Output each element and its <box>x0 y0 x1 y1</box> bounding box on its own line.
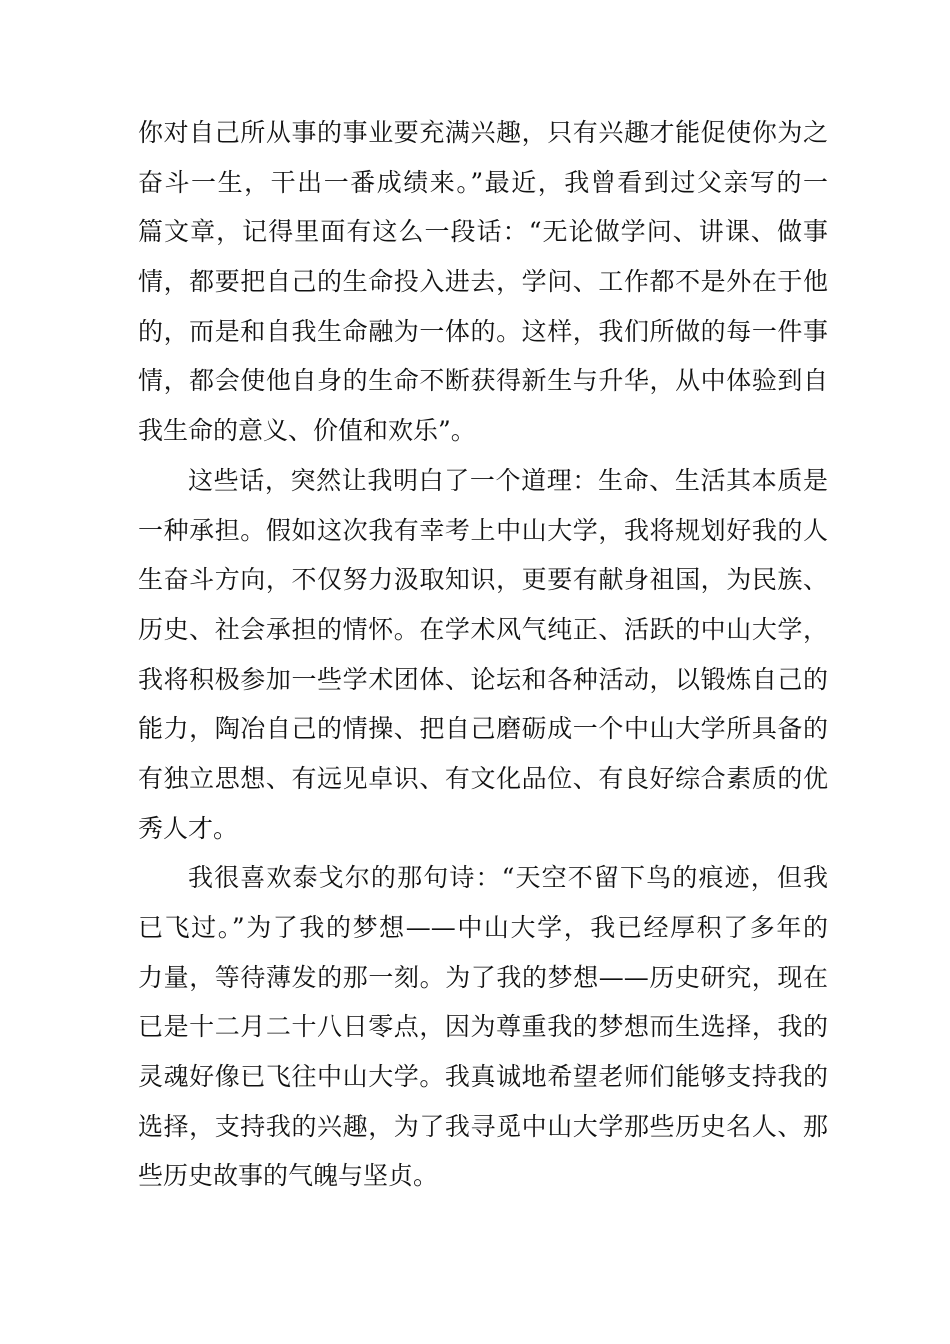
text-line: 选择，支持我的兴趣，为了我寻觅中山大学那些历史名人、那 <box>138 1111 828 1141</box>
text-line: 我将积极参加一些学术团体、论坛和各种活动，以锻炼自己的 <box>138 664 828 694</box>
text-line: 一种承担。假如这次我有幸考上中山大学，我将规划好我的人 <box>138 515 828 545</box>
text-line: 奋斗一生，干出一番成绩来。”最近，我曾看到过父亲写的一 <box>138 167 828 197</box>
text-line: 情，都会使他自身的生命不断获得新生与升华，从中体验到自 <box>138 366 828 396</box>
text-line: 历史、社会承担的情怀。在学术风气纯正、活跃的中山大学， <box>138 614 828 644</box>
text-line: 情，都要把自己的生命投入进去，学问、工作都不是外在于他 <box>138 267 828 297</box>
text-line: 有独立思想、有远见卓识、有文化品位、有良好综合素质的优 <box>138 763 828 793</box>
text-line: 灵魂好像已飞往中山大学。我真诚地希望老师们能够支持我的 <box>138 1062 828 1092</box>
text-line: 这些话，突然让我明白了一个道理：生命、生活其本质是 <box>188 465 828 495</box>
text-line: 力量，等待薄发的那一刻。为了我的梦想——历史研究，现在 <box>138 962 828 992</box>
text-line: 已是十二月二十八日零点，因为尊重我的梦想而生选择，我的 <box>138 1012 828 1042</box>
text-line: 的，而是和自我生命融为一体的。这样，我们所做的每一件事 <box>138 316 828 346</box>
document-page <box>138 108 828 1201</box>
text-line: 能力，陶冶自己的情操、把自己磨砺成一个中山大学所具备的 <box>138 714 828 744</box>
text-line: 已飞过。”为了我的梦想——中山大学，我已经厚积了多年的 <box>138 913 828 942</box>
text-line: 秀人才。 <box>138 813 239 843</box>
text-line: 我很喜欢泰戈尔的那句诗：“天空不留下鸟的痕迹，但我 <box>188 863 828 893</box>
text-line: 篇文章，记得里面有这么一段话：“无论做学问、讲课、做事 <box>138 217 828 247</box>
text-line: 些历史故事的气魄与坚贞。 <box>138 1161 439 1191</box>
text-line: 你对自己所从事的事业要充满兴趣，只有兴趣才能促使你为之 <box>138 118 828 147</box>
text-line: 我生命的意义、价值和欢乐”。 <box>138 416 476 446</box>
text-line: 生奋斗方向，不仅努力汲取知识，更要有献身祖国，为民族、 <box>138 565 828 595</box>
